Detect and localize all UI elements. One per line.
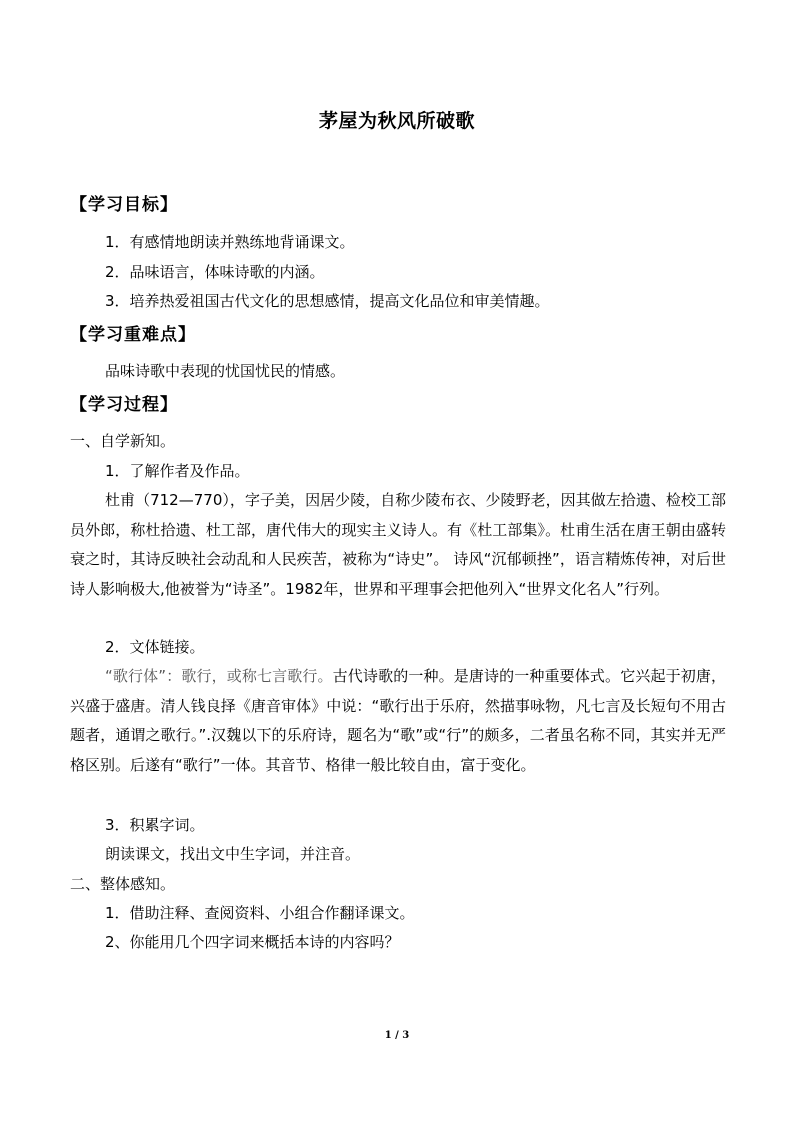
- item3-title: 3．积累字词。: [105, 816, 205, 834]
- genre-term: “歌行体”：歌行，或称七言歌行。: [105, 667, 333, 685]
- genre-paragraph: [70, 662, 726, 781]
- author-paragraph: 杜甫（712—770），字子美，因居少陵，自称少陵布衣、少陵野老，因其做左拾遗、检校工部员外郎，称杜拾遗、杜工部，唐代伟大的现实主义诗人。有《杜工部集》。杜甫生活在唐王朝由盛转衰之时，其诗反映社会动乱和人民疾苦，被称为“诗史”。 诗风“沉郁顿挫”，语言精炼传神，对后世诗人影响极大,他被誉为“诗圣”。1982年，世界和平理事会把他列入“世界文化名人”行列。: [70, 491, 726, 599]
- part2-item-2: 2、你能用几个四字词来概括本诗的内容吗？: [105, 933, 400, 951]
- section-heading-process: 【学习过程】: [70, 395, 178, 415]
- objective-item-1: 1．有感情地朗读并熟练地背诵课文。: [105, 233, 355, 251]
- genre-description: 古代诗歌的一种。是唐诗的一种重要体式。它兴起于初唐，兴盛于盛唐。清人钱良择《唐音审体》中说：“歌行出于乐府，然描事咏物，凡七言及长短句不用古题者，通谓之歌行。”.汉魏以下的乐府诗，题名为“歌”或“行”的颇多，二者虽名称不同，其实并无严格区别。后遂有“歌行”一体。其音节、格律一般比较自由，富于变化。: [70, 667, 726, 775]
- section-heading-objectives: 【学习目标】: [70, 195, 178, 215]
- key-points-text: 品味诗歌中表现的忧国忧民的情感。: [105, 362, 346, 380]
- section-heading-key-points: 【学习重难点】: [70, 325, 196, 345]
- part2-item-1: 1．借助注释、查阅资料、小组合作翻译课文。: [105, 904, 415, 922]
- item1-title: 1．了解作者及作品。: [105, 462, 250, 480]
- item3-text: 朗读课文，找出文中生字词，并注音。: [105, 845, 361, 863]
- item2-title: 2．文体链接。: [105, 638, 205, 656]
- objective-item-3: 3．培养热爱祖国古代文化的思想感情，提高文化品位和审美情趣。: [105, 292, 550, 310]
- part1-title: 一、自学新知。: [70, 432, 176, 450]
- page-number: 1 / 3: [384, 1030, 410, 1041]
- part2-title: 二、整体感知。: [70, 875, 176, 893]
- objective-item-2: 2．品味语言，体味诗歌的内涵。: [105, 263, 325, 281]
- document-title: 茅屋为秋风所破歌: [318, 110, 475, 132]
